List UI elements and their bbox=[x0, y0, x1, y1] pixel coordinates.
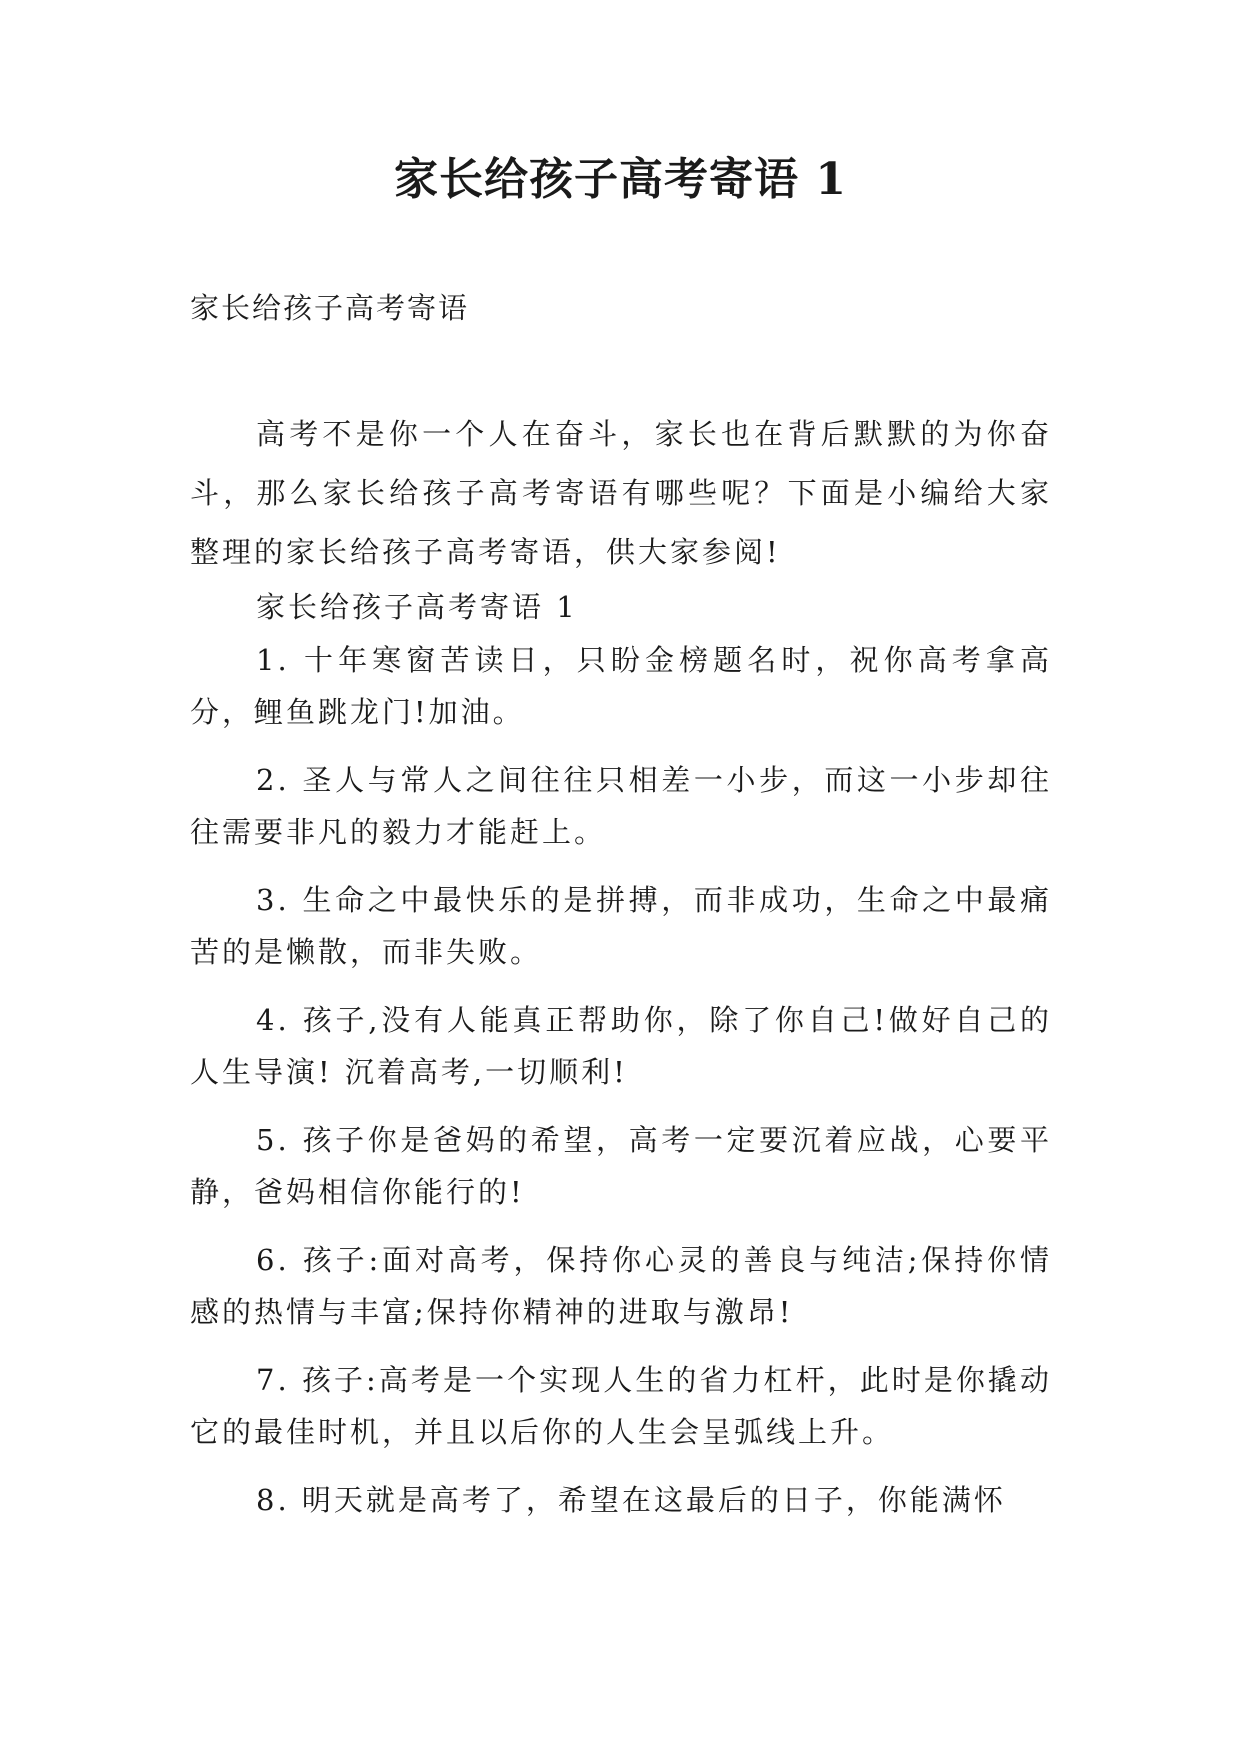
list-item: 7. 孩子:高考是一个实现人生的省力杠杆，此时是你撬动它的最佳时机，并且以后你的人生会呈弧线上升。 bbox=[190, 1363, 1052, 1449]
list-item: 1. 十年寒窗苦读日，只盼金榜题名时，祝你高考拿高分，鲤鱼跳龙门!加油。 bbox=[190, 643, 1052, 729]
list-item: 3. 生命之中最快乐的是拼搏，而非成功，生命之中最痛苦的是懒散，而非失败。 bbox=[190, 883, 1052, 969]
subtitle: 家长给孩子高考寄语 bbox=[190, 291, 470, 325]
section-heading: 家长给孩子高考寄语 1 bbox=[256, 590, 578, 624]
list-item: 8. 明天就是高考了，希望在这最后的日子，你能满怀 bbox=[256, 1483, 1006, 1517]
wishes-section bbox=[190, 577, 1052, 1526]
list-item: 6. 孩子:面对高考，保持你心灵的善良与纯洁;保持你情感的热情与丰富;保持你精神的进取与激昂! bbox=[190, 1243, 1052, 1329]
list-item: 4. 孩子,没有人能真正帮助你，除了你自己!做好自己的人生导演! 沉着高考,一切顺利! bbox=[190, 1003, 1052, 1089]
list-item: 2. 圣人与常人之间往往只相差一小步，而这一小步却往往需要非凡的毅力才能赶上。 bbox=[190, 763, 1052, 849]
intro-paragraph: 高考不是你一个人在奋斗，家长也在背后默默的为你奋斗，那么家长给孩子高考寄语有哪些呢？下面是小编给大家整理的家长给孩子高考寄语，供大家参阅! bbox=[190, 417, 1052, 569]
list-item: 5. 孩子你是爸妈的希望，高考一定要沉着应战，心要平静，爸妈相信你能行的! bbox=[190, 1123, 1052, 1209]
page-title: 家长给孩子高考寄语 1 bbox=[394, 154, 847, 205]
intro-block bbox=[190, 405, 1052, 582]
